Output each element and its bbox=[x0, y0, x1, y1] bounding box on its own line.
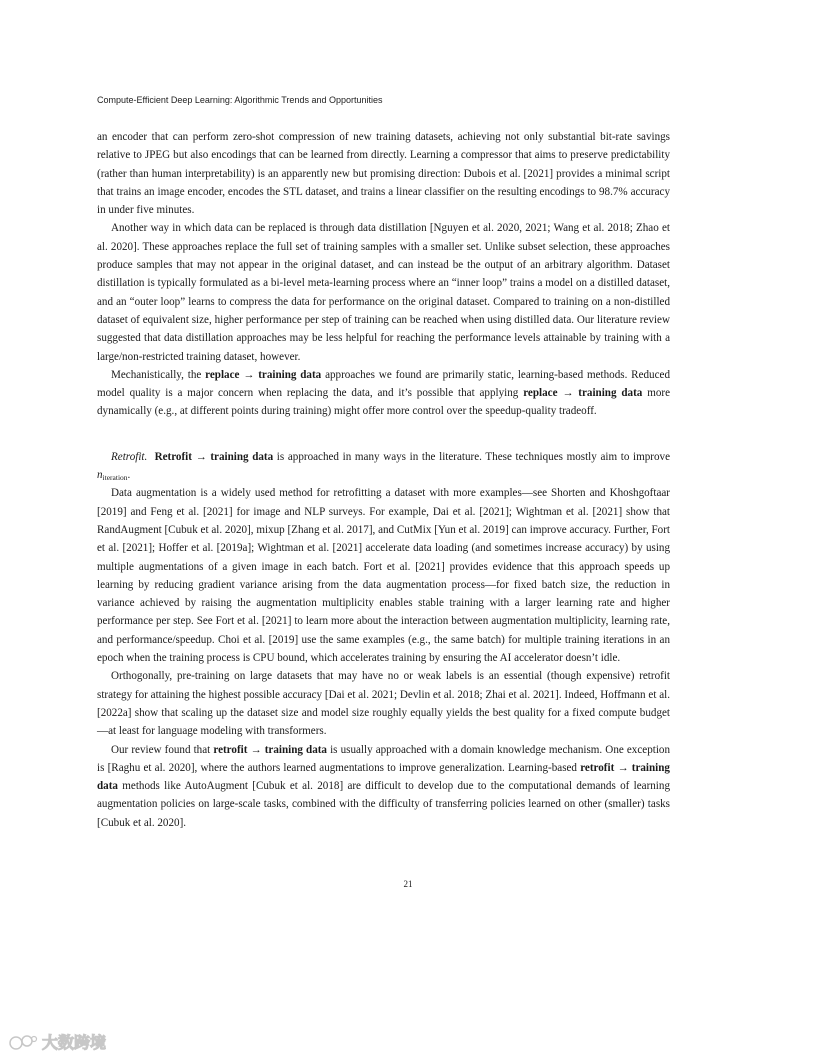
paragraph-retrofit-mechanism: Our review found that retrofit → training data is usually approached with a domain knowledge mechanism. One exception is [Raghu et al. 2020], where the authors learned augmentations to improve generalization. Learning-based retrofit → training data methods like AutoAugment [Cubuk et al. 2018] are difficult to develop due to the computational demands of learning augmentation policies on large-scale tasks, combined with the difficulty of transferring policies learned on other (smaller) tasks [Cubuk et al. 2020]. bbox=[97, 743, 671, 829]
paragraph-replace-mechanism: Mechanistically, the replace → training data approaches we found are primarily static, learning-based methods. Reduced model quality is a major concern when replacing the data, and it’s possible that applying replace → training data more dynamically (e.g., at different points during training) might offer more control over the speedup-quality tradeoff. bbox=[97, 368, 670, 418]
paragraph-data-augmentation: Data augmentation is a widely used method for retrofitting a dataset with more examples—see Shorten and Khoshgoftaar [2019] and Feng et al. [2021] for image and NLP surveys. For example, Dai et al. [2021]; Wightman et al. [2021] show that RandAugment [Cubuk et al. 2020], mixup [Zhang et al. 2017], and CutMix [Yun et al. 2019] can improve accuracy. Further, Fort et al. [2021]; Hoffer et al. [2019a]; Wightman et al. [2021] accelerate data loading (and sometimes increase accuracy) by using multiple augmentations of a given image in each batch. Fort et al. [2021] provides evidence that this approach speeds up learning by reducing gradient variance arising from the data augmentation process—for fixed batch size, the reduction in variance achieved by raising the augmentation multiplicity enables stable training with a larger learning rate and higher performance per step. See Fort et al. [2021] to learn more about the interaction between augmentation multiplicity, learning rate, and performance/speedup. Choi et al. [2019] use the same examples (e.g., the same batch) for multiple training iterations in an epoch when the training process is CPU bound, which accelerates training by ensuring the AI accelerator doesn’t idle. bbox=[97, 487, 670, 665]
watermark bbox=[8, 1030, 106, 1053]
math-subscript: iteration bbox=[102, 473, 128, 483]
paragraph-compression-continued: an encoder that can perform zero-shot compression of new training datasets, achieving not only substantial bit-rate savings relative to JPEG but also encodings that can be learned from directly. Learning a compressor that aims to preserve predictability (rather than human interpretability) is an apparently new but promising direction: Dubois et al. [2021] provides a minimal script that trains an image encoder, encodes the STL dataset, and trains a linear classifier on the resulting encodings to 98.7% accuracy in under five minutes. bbox=[97, 131, 670, 217]
watermark-text: 大数跨境 bbox=[42, 1033, 107, 1052]
paragraph-pretraining: Orthogonally, pre-training on large datasets that may have no or weak labels is an essential (though expensive) retrofit strategy for attaining the highest possible accuracy [Dai et al. 2021; Devlin et al. 2018; Zhai et al. 2021]. Indeed, Hoffmann et al. [2022a] show that scaling up the dataset size and model size roughly equally yields the best quality for a fixed compute budget—at least for language modeling with transformers. bbox=[97, 670, 670, 738]
bold-term: retrofit → training data bbox=[213, 743, 327, 756]
watermark-logo-icon bbox=[8, 1033, 38, 1051]
paragraph-data-distillation: Another way in which data can be replaced is through data distillation [Nguyen et al. 2020, 2021; Wang et al. 2018; Zhao et al. 2020]. These approaches replace the full set of training samples with a smaller set. Unlike subset selection, these approaches produce samples that may not appear in the original dataset, and can instead be the output of an arbitrary algorithm. Dataset distillation is typically formulated as a bi-level meta-learning process where an “inner loop” trains a model on a distilled dataset, and an “outer loop” learns to compress the data for performance on the original dataset. Compared to training on a non-distilled dataset of equivalent size, higher performance per step of training can be reached when using distilled data. Our literature review suggested that data distillation approaches may be less helpful for reaching the performance levels attainable by training with a large/non-restricted training dataset, however. bbox=[97, 222, 670, 363]
main-text bbox=[97, 128, 670, 832]
bold-term: replace → training data bbox=[523, 387, 643, 400]
running-header: Compute-Efficient Deep Learning: Algorithmic Trends and Opportunities bbox=[97, 95, 383, 105]
runin-heading: Retrofit. bbox=[111, 450, 148, 463]
paragraph-retrofit-intro: Retrofit. Retrofit → training data is approached in many ways in the literature. These techniques mostly aim to improve $n_{iteration}$. bbox=[97, 450, 670, 483]
bold-term: Retrofit → training data bbox=[154, 450, 274, 463]
bold-term: retrofit → training data bbox=[97, 761, 670, 793]
bold-term: replace → training data bbox=[205, 368, 322, 381]
math-n: n bbox=[97, 469, 103, 482]
page-number: 21 bbox=[403, 879, 413, 889]
